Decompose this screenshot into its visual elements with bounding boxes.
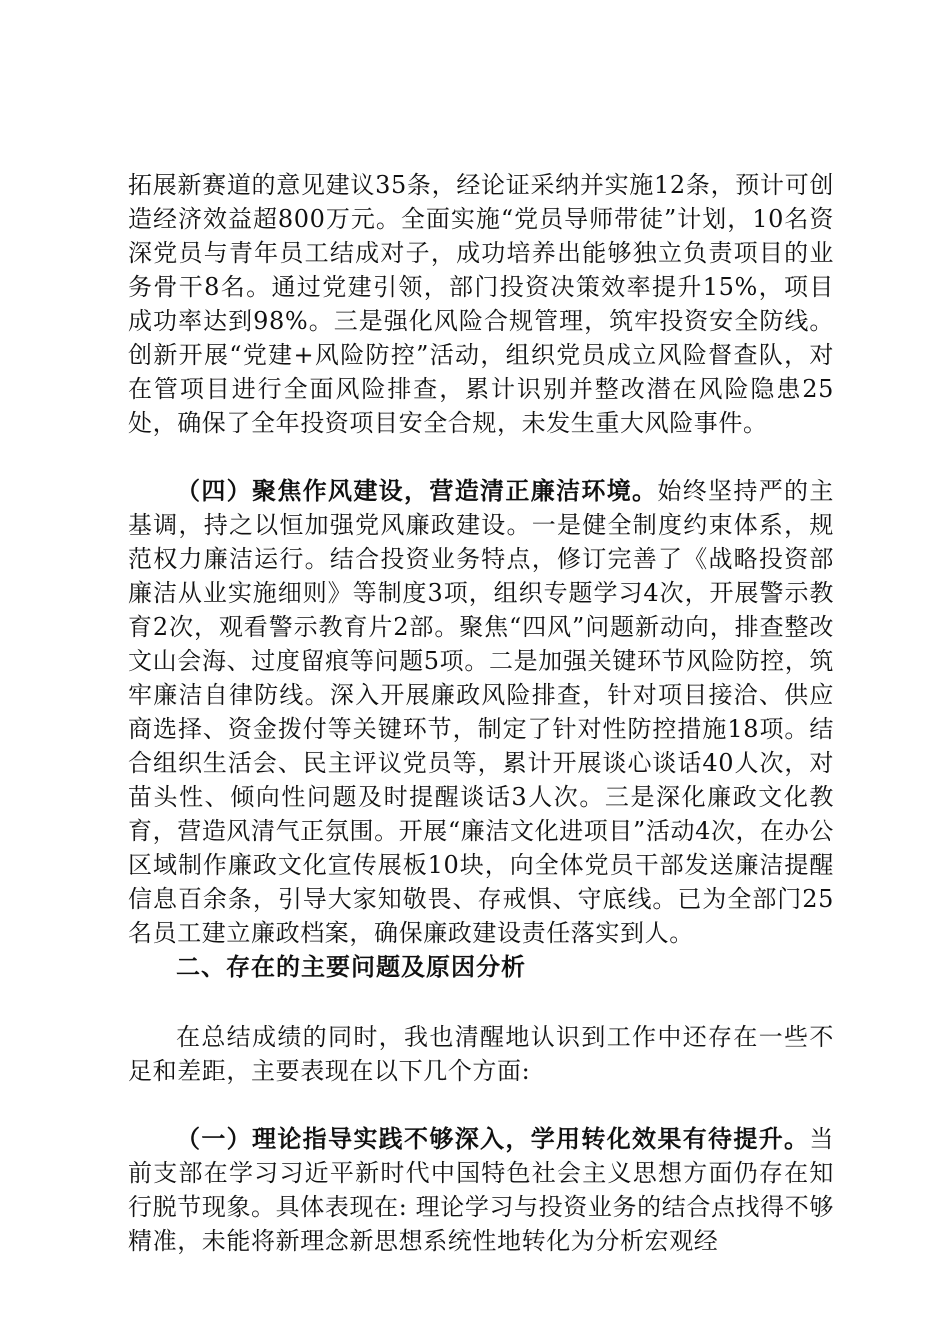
paragraph-achievements-continued: 拓展新赛道的意见建议35条，经论证采纳并实施12条，预计可创造经济效益超800万元。全面实施“党员导师带徒”计划，10名资深党员与青年员工结成对子，成功培养出能够独立负责项目的业务骨干8名。通过党建引领，部门投资决策效率提升15%，项目成功率达到98%。三是强化风险合规管理，筑牢投资安全防线。创新开展“党建+风险防控”活动，组织党员成立风险督查队，对在管项目进行全面风险排查，累计识别并整改潜在风险隐患25处，确保了全年投资项目安全合规，未发生重大风险事件。 <box>128 171 834 437</box>
paragraph-integrity-building <box>128 474 834 950</box>
paragraph-theory-body: 当前支部在学习习近平新时代中国特色社会主义思想方面仍存在知行脱节现象。具体表现在: 理论学习与投资业务的结合点找得不够精准，未能将新理念新思想系统性地转化为分析宏观经 <box>128 1125 834 1255</box>
document-page <box>128 168 834 1258</box>
paragraph-theory-practice <box>128 1122 834 1258</box>
section-heading-four: （四）聚焦作风建设，营造清正廉洁环境。 <box>176 477 658 505</box>
section-heading-one: （一）理论指导实践不够深入，学用转化效果有待提升。 <box>176 1125 810 1153</box>
paragraph-problems-intro: 在总结成绩的同时，我也清醒地认识到工作中还存在一些不足和差距，主要表现在以下几个方面: <box>128 1023 834 1085</box>
chapter-heading-problems: 二、存在的主要问题及原因分析 <box>176 953 526 981</box>
paragraph-integrity-body: 始终坚持严的主基调，持之以恒加强党风廉政建设。一是健全制度约束体系，规范权力廉洁运行。结合投资业务特点，修订完善了《战略投资部廉洁从业实施细则》等制度3项，组织专题学习4次，开展警示教育2次，观看警示教育片2部。聚焦“四风”问题新动向，排查整改文山会海、过度留痕等问题5项。二是加强关键环节风险防控，筑牢廉洁自律防线。深入开展廉政风险排查，针对项目接洽、供应商选择、资金拨付等关键环节，制定了针对性防控措施18项。结合组织生活会、民主评议党员等，累计开展谈心谈话40人次，对苗头性、倾向性问题及时提醒谈话3人次。三是深化廉政文化教育，营造风清气正氛围。开展“廉洁文化进项目”活动4次，在办公区域制作廉政文化宣传展板10块，向全体党员干部发送廉洁提醒信息百余条，引导大家知敬畏、存戒惧、守底线。已为全部门25名员工建立廉政档案，确保廉政建设责任落实到人。 <box>128 477 834 947</box>
